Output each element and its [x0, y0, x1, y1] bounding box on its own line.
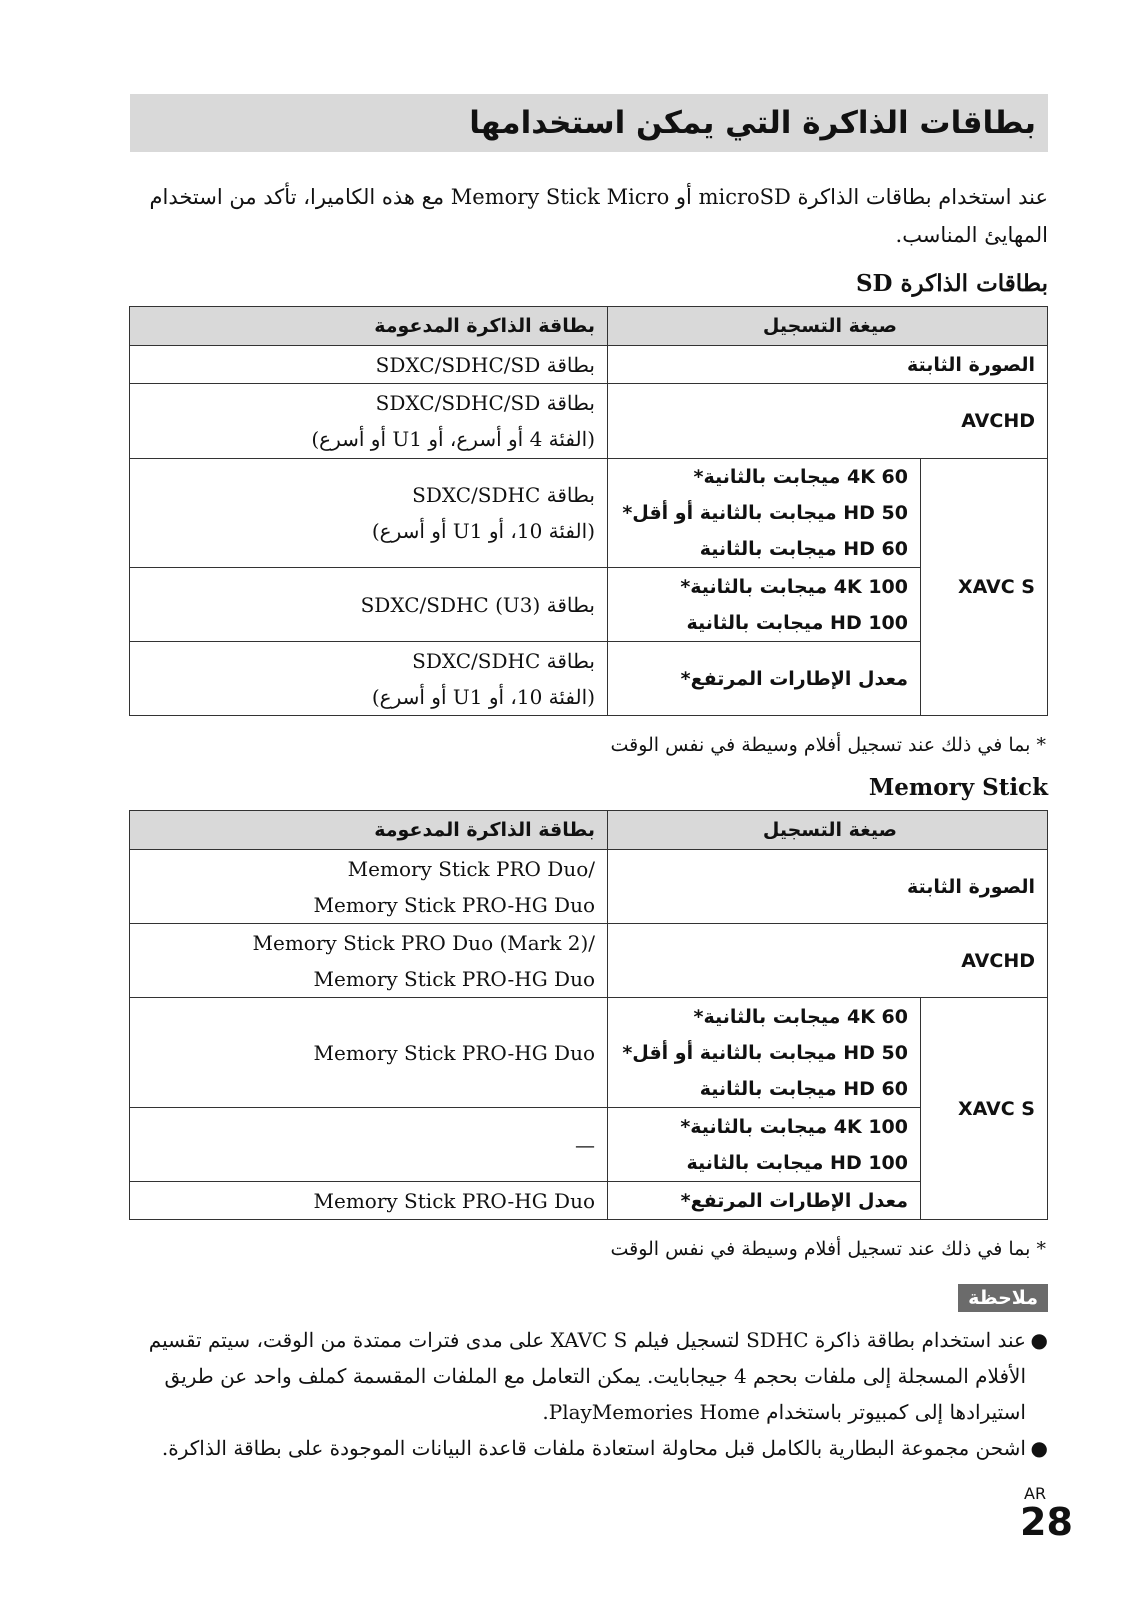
sd-r1-fmt-line1: 4K 60 ميجابت بالثانية*	[693, 466, 908, 488]
ms-footnote: * بما في ذلك عند تسجيل أفلام وسيطة في نفس الوقت	[610, 1238, 1046, 1260]
sd-r2-fmt-line2: HD 100 ميجابت بالثانية	[686, 611, 908, 634]
ms-r1-fmt-line3: HD 60 ميجابت بالثانية	[699, 1077, 908, 1100]
sd-avchd-card	[130, 384, 608, 459]
sd-r1-card-line1: بطاقة SDXC/SDHC	[412, 483, 595, 507]
sd-xavcs-r3-card	[130, 642, 608, 716]
note-item-2-text: اشحن مجموعة البطارية بالكامل قبل محاولة استعادة ملفات قاعدة البيانات الموجودة على بطاقة الذاكرة.	[161, 1436, 1026, 1460]
ms-r1-fmt-line1: 4K 60 ميجابت بالثانية*	[693, 1005, 908, 1028]
ms-xavcs-r2-format	[608, 1108, 921, 1182]
note-badge: ملاحظة	[958, 1284, 1048, 1312]
sd-r3-card-line1: بطاقة SDXC/SDHC	[412, 648, 595, 673]
ms-section-heading	[130, 772, 1048, 804]
sd-avchd-label: AVCHD	[608, 384, 1048, 459]
ms-xavcs-r3-format: معدل الإطارات المرتفع*	[608, 1182, 921, 1220]
ms-card-table	[129, 810, 1048, 1220]
page-title-band	[130, 94, 1048, 152]
ms-xavcs-r2-card: —	[130, 1108, 608, 1182]
ms-avchd-label: AVCHD	[608, 924, 1048, 998]
sd-r1-fmt-line2: HD 50 ميجابت بالثانية أو أقل*	[622, 502, 908, 524]
ms-still-card-line2: Memory Stick PRO-HG Duo	[313, 892, 595, 917]
ms-r2-fmt-line1: 4K 100 ميجابت بالثانية*	[680, 1115, 908, 1138]
ms-r2-fmt-line2: HD 100 ميجابت بالثانية	[686, 1151, 908, 1174]
intro-paragraph: عند استخدام بطاقات الذاكرة microSD أو Memory Stick Micro مع هذه الكاميرا، تأكد من استخدام المهايئ المناسب.	[149, 185, 1048, 247]
sd-r3-card-line2: (الفئة 10، أو U1 أو أسرع)	[371, 684, 595, 709]
ms-still-card-line1: /Memory Stick PRO Duo	[347, 856, 595, 881]
ms-header-card: بطاقة الذاكرة المدعومة	[130, 811, 608, 850]
bullet-icon: ●	[1030, 1436, 1048, 1460]
sd-xavcs-r3-format: معدل الإطارات المرتفع*	[608, 642, 921, 716]
ms-header-format: صيغة التسجيل	[608, 811, 1048, 850]
note-item-1-text: عند استخدام بطاقة ذاكرة SDHC لتسجيل فيلم XAVC S على مدى فترات ممتدة من الوقت، سيتم تقسيم الأفلام المسجلة إلى ملفات بحجم 4 جيجابايت. يمكن التعامل مع الملفات المقسمة كملف واحد عن طريق استيرادها إلى كمبيوتر باستخدام PlayMemories Home.	[148, 1328, 1026, 1424]
page-content	[130, 94, 1048, 1466]
sd-xavcs-r1-card	[130, 459, 608, 568]
ms-section-heading-text: Memory Stick	[868, 774, 1048, 801]
sd-r1-fmt-line3: HD 60 ميجابت بالثانية	[699, 538, 908, 560]
note-item	[130, 1430, 1048, 1466]
ms-r1-fmt-line2: HD 50 ميجابت بالثانية أو أقل*	[622, 1041, 908, 1064]
sd-xavcs-r1-format	[608, 459, 921, 568]
sd-avchd-card-line1: بطاقة SDXC/SDHC/SD	[375, 391, 595, 415]
sd-header-card: بطاقة الذاكرة المدعومة	[130, 307, 608, 346]
ms-avchd-card-line1: /(Mark 2) Memory Stick PRO Duo	[252, 930, 595, 955]
sd-header-format: صيغة التسجيل	[608, 307, 1048, 346]
ms-xavcs-r3-card: Memory Stick PRO-HG Duo	[130, 1182, 608, 1220]
ms-still-card	[130, 850, 608, 924]
language-code: AR	[1024, 1484, 1047, 1503]
ms-xavcs-label: XAVC S	[921, 998, 1048, 1220]
ms-avchd-card-line2: Memory Stick PRO-HG Duo	[313, 966, 595, 991]
sd-xavcs-r2-format	[608, 568, 921, 642]
ms-xavcs-r1-card: Memory Stick PRO-HG Duo	[130, 998, 608, 1108]
sd-still-card: بطاقة SDXC/SDHC/SD	[130, 346, 608, 384]
page-title: بطاقات الذاكرة التي يمكن استخدامها	[469, 105, 1036, 141]
sd-avchd-card-line2: (الفئة 4 أو أسرع، أو U1 أو أسرع)	[311, 427, 595, 451]
sd-card-table	[129, 306, 1048, 716]
ms-xavcs-r1-format	[608, 998, 921, 1108]
sd-xavcs-r2-card: بطاقة SDXC/SDHC (U3)	[130, 568, 608, 642]
sd-section-heading: بطاقات الذاكرة SD	[855, 270, 1048, 297]
sd-footnote: * بما في ذلك عند تسجيل أفلام وسيطة في نفس الوقت	[610, 734, 1046, 756]
sd-xavcs-label: XAVC S	[921, 459, 1048, 716]
ms-still-label: الصورة الثابتة	[608, 850, 1048, 924]
note-item	[130, 1322, 1048, 1430]
sd-r1-card-line2: (الفئة 10، أو U1 أو أسرع)	[371, 519, 595, 543]
page-number: 28	[1020, 1500, 1073, 1544]
sd-still-label: الصورة الثابتة	[608, 346, 1048, 384]
note-list	[130, 1322, 1048, 1466]
ms-avchd-card	[130, 924, 608, 998]
sd-r2-fmt-line1: 4K 100 ميجابت بالثانية*	[680, 575, 908, 598]
bullet-icon: ●	[1030, 1328, 1048, 1352]
